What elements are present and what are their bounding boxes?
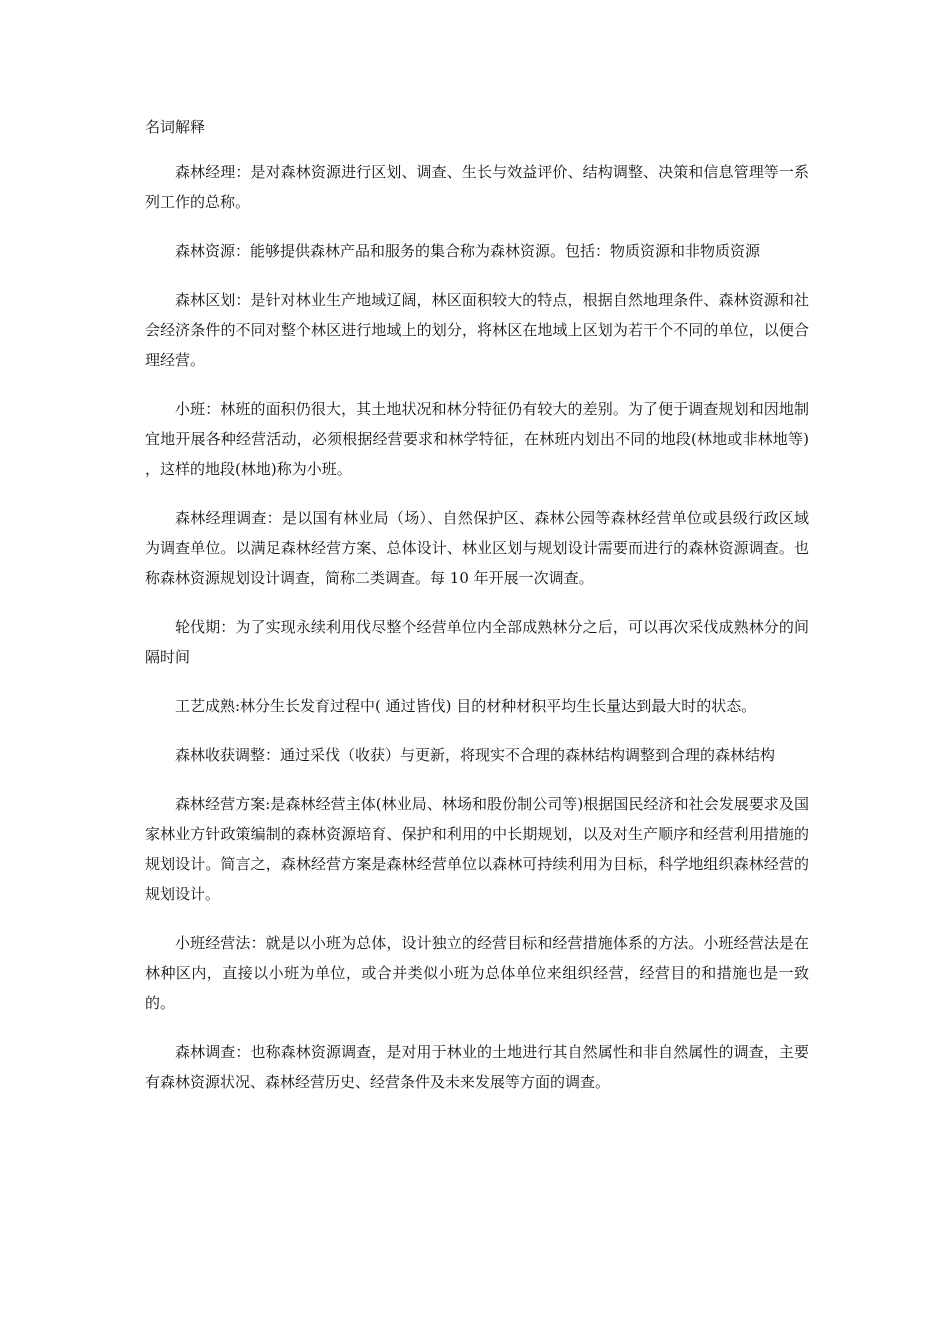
term-paragraph-sub-compartment: 小班：林班的面积仍很大，其土地状况和林分特征仍有较大的差别。为了便于调查规划和因地制宜地开展各种经营活动，必须根据经营要求和林学特征，在林班内划出不同的地段(林地或非林地等) ，这样的地段(林地)称为小班。 [145, 400, 809, 478]
term-paragraph-forest-survey: 森林调查：也称森林资源调查，是对用于林业的土地进行其自然属性和非自然属性的调查，主要有森林资源状况、森林经营历史、经营条件及未来发展等方面的调查。 [145, 1043, 809, 1091]
term-paragraph-management-plan: 森林经营方案:是森林经营主体(林业局、林场和股份制公司等)根据国民经济和社会发展要求及国家林业方针政策编制的森林资源培育、保护和利用的中长期规划，以及对生产顺序和经营利用措施的规划设计。简言之，森林经营方案是森林经营单位以森林可持续利用为目标，科学地组织森林经营的规划设计。 [145, 795, 809, 903]
term-paragraph-forest-zoning: 森林区划：是针对林业生产地域辽阔，林区面积较大的特点，根据自然地理条件、森林资源和社会经济条件的不同对整个林区进行地域上的划分，将林区在地域上区划为若干个不同的单位，以便合理经营。 [145, 291, 809, 369]
term-paragraph-rotation-period: 轮伐期：为了实现永续利用伐尽整个经营单位内全部成熟林分之后，可以再次采伐成熟林分的间隔时间 [145, 618, 809, 666]
term-paragraph-harvest-regulation: 森林收获调整：通过采伐（收获）与更新，将现实不合理的森林结构调整到合理的森林结构 [175, 746, 776, 764]
term-paragraph-forest-resources: 森林资源：能够提供森林产品和服务的集合称为森林资源。包括：物质资源和非物质资源 [175, 242, 761, 260]
document-heading: 名词解释 [145, 118, 206, 136]
term-paragraph-technical-maturity: 工艺成熟:林分生长发育过程中( 通过皆伐) 目的材种材积平均生长量达到最大时的状态。 [175, 697, 757, 715]
term-paragraph-sub-compartment-method: 小班经营法：就是以小班为总体，设计独立的经营目标和经营措施体系的方法。小班经营法是在林种区内，直接以小班为单位，或合并类似小班为总体单位来组织经营，经营目的和措施也是一致的。 [145, 934, 809, 1012]
term-paragraph-forest-management-survey: 森林经理调查：是以国有林业局（场）、自然保护区、森林公园等森林经营单位或县级行政区域为调查单位。以满足森林经营方案、总体设计、林业区划与规划设计需要而进行的森林资源调查。也称森林资源规划设计调查，简称二类调查。每 10 年开展一次调查。 [145, 509, 809, 587]
document-page [145, 113, 809, 1116]
term-paragraph-forest-management: 森林经理：是对森林资源进行区划、调查、生长与效益评价、结构调整、决策和信息管理等一系列工作的总称。 [145, 163, 809, 211]
